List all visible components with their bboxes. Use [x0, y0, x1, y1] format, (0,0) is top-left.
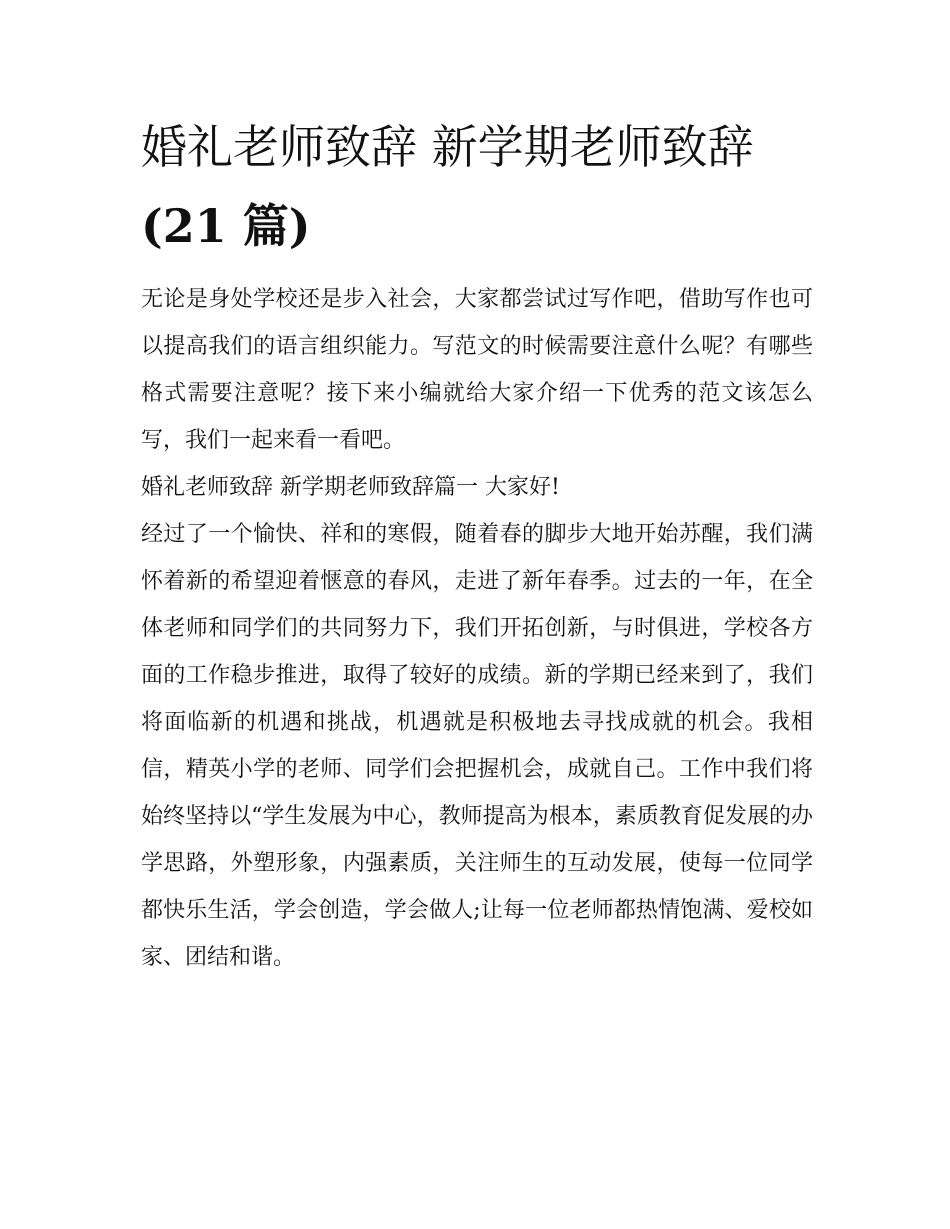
document-page: [141, 108, 813, 981]
section-heading: 婚礼老师致辞 新学期老师致辞篇一 大家好!: [141, 475, 560, 500]
title-line-1: 婚礼老师致辞 新学期老师致辞: [141, 120, 754, 174]
title-line-2: (21 篇): [141, 199, 311, 253]
document-body: [141, 276, 813, 981]
document-title: [141, 108, 813, 266]
body-paragraph: 经过了一个愉快、祥和的寒假，随着春的脚步大地开始苏醒，我们满怀着新的希望迎着惬意的春风，走进了新年春季。过去的一年，在全体老师和同学们的共同努力下，我们开拓创新，与时俱进，学校各方面的工作稳步推进，取得了较好的成绩。新的学期已经来到了，我们将面临新的机遇和挑战，机遇就是积极地去寻找成就的机会。我相信，精英小学的老师、同学们会把握机会，成就自己。工作中我们将始终坚持以“学生发展为中心，教师提高为根本，素质教育促发展的办学思路，外塑形象，内强素质，关注师生的互动发展，使每一位同学都快乐生活，学会创造，学会做人;让每一位老师都热情饱满、爱校如家、团结和谐。: [141, 522, 813, 970]
intro-paragraph: 无论是身处学校还是步入社会，大家都尝试过写作吧，借助写作也可以提高我们的语言组织能力。写范文的时候需要注意什么呢？有哪些格式需要注意呢？接下来小编就给大家介绍一下优秀的范文该怎么写，我们一起来看一看吧。: [141, 287, 813, 453]
